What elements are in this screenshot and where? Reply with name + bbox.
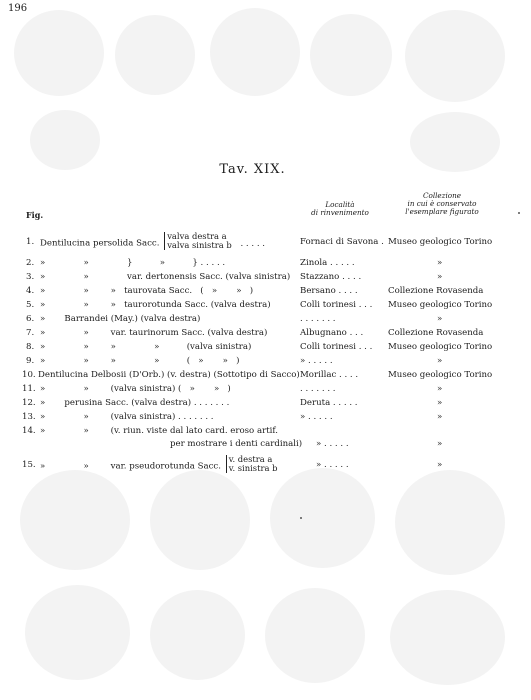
locality: Colli torinesi . . . <box>300 342 373 352</box>
locality: Fornaci di Savona . <box>300 237 384 247</box>
figure-description-text: » » var. pseudorotunda Sacc. <box>40 461 221 472</box>
collection: » <box>437 412 443 422</box>
locality: Albugnano . . . <box>300 328 364 338</box>
locality: . . . . . . . <box>300 314 336 324</box>
figure-description <box>40 231 266 251</box>
collection: » <box>437 439 443 449</box>
collection: Museo geologico Torino <box>388 342 493 352</box>
figure-description: » » var. dertonensis Sacc. (valva sinistra) <box>40 272 291 282</box>
collection: » <box>437 398 443 408</box>
figure-number: 9. <box>26 356 35 366</box>
figure-number: 8. <box>26 342 35 352</box>
locality: » . . . . . <box>316 460 349 470</box>
locality: » . . . . . <box>300 356 333 366</box>
figure-description: » Barrandei (May.) (valva destra) <box>40 314 201 324</box>
plate-title: Tav. XIX. <box>219 162 286 177</box>
figure-description: » » (valva sinistra) . . . . . . . <box>40 412 214 422</box>
figure-number: 10. <box>22 370 36 380</box>
collection: Museo geologico Torino <box>388 237 493 247</box>
figure-number: 3. <box>26 272 35 282</box>
figure-description-text: Dentilucina persolida Sacc. <box>40 238 160 249</box>
valve-label: valva sinistra b <box>167 240 232 250</box>
figure-number: 11. <box>22 384 36 394</box>
collection: » <box>437 314 443 324</box>
locality: Bersano . . . . <box>300 286 358 296</box>
collection: » <box>437 356 443 366</box>
figure-description: » » » » (valva sinistra) <box>40 342 252 352</box>
figure-description-continued: per mostrare i denti cardinali) <box>170 439 303 449</box>
column-header-collection-text: Collezione in cui è conservato l'esemplare figurato <box>405 191 479 216</box>
figure-description: » perusina Sacc. (valva destra) . . . . . . . <box>40 398 230 408</box>
locality: » . . . . . <box>300 412 333 422</box>
locality: . . . . . . . <box>300 384 336 394</box>
figure-number: 13. <box>22 412 36 422</box>
figure-number: 7. <box>26 328 35 338</box>
valve-label: v. destra a <box>228 454 273 464</box>
collection: Museo geologico Torino <box>388 300 493 310</box>
page-number: 196 <box>8 3 28 14</box>
leader-dots: . . . . . <box>240 238 266 249</box>
collection: Collezione Rovasenda <box>388 286 484 296</box>
ink-speck <box>300 517 302 519</box>
figure-number: 4. <box>26 286 35 296</box>
figure-number: 5. <box>26 300 35 310</box>
column-header-locality-text: Località di rinvenimento <box>311 200 369 217</box>
locality: Colli torinesi . . . <box>300 300 373 310</box>
figure-number: 2. <box>26 258 35 268</box>
figure-number: 14. <box>22 426 36 436</box>
collection: » <box>437 460 443 470</box>
valve-brace <box>164 232 232 250</box>
collection: » <box>437 272 443 282</box>
column-header-fig: Fig. <box>26 210 44 220</box>
figure-description: » » var. taurinorum Sacc. (valva destra) <box>40 328 268 338</box>
ink-speck <box>518 212 520 214</box>
valve-label: v. sinistra b <box>228 463 278 473</box>
figure-description: » » » taurorotunda Sacc. (valva destra) <box>40 300 271 310</box>
locality: Zinola . . . . . <box>300 258 355 268</box>
figure-description: Dentilucina Delbosii (D'Orb.) (v. destra) (Sottotipo di Sacco) <box>38 370 300 380</box>
figure-description: » » (valva sinistra) ( » » ) <box>40 384 231 394</box>
collection: Collezione Rovasenda <box>388 328 484 338</box>
valve-brace <box>226 455 278 473</box>
locality: » . . . . . <box>316 439 349 449</box>
figure-description: » » » » ( » » ) <box>40 356 240 366</box>
figure-description: » » } » } . . . . . <box>40 258 226 268</box>
locality: Morillac . . . . <box>300 370 359 380</box>
collection: » <box>437 384 443 394</box>
figure-description: » » » taurovata Sacc. ( » » ) <box>40 286 254 296</box>
figure-number: 1. <box>26 237 35 247</box>
figure-number: 15. <box>22 460 36 470</box>
collection: » <box>437 258 443 268</box>
locality: Deruta . . . . . <box>300 398 358 408</box>
figure-number: 12. <box>22 398 36 408</box>
collection: Museo geologico Torino <box>388 370 493 380</box>
locality: Stazzano . . . . <box>300 272 362 282</box>
figure-number: 6. <box>26 314 35 324</box>
figure-description: » » (v. riun. viste dal lato card. eroso artif. <box>40 426 279 436</box>
figure-description <box>40 454 278 474</box>
valve-label: valva destra a <box>167 231 227 241</box>
